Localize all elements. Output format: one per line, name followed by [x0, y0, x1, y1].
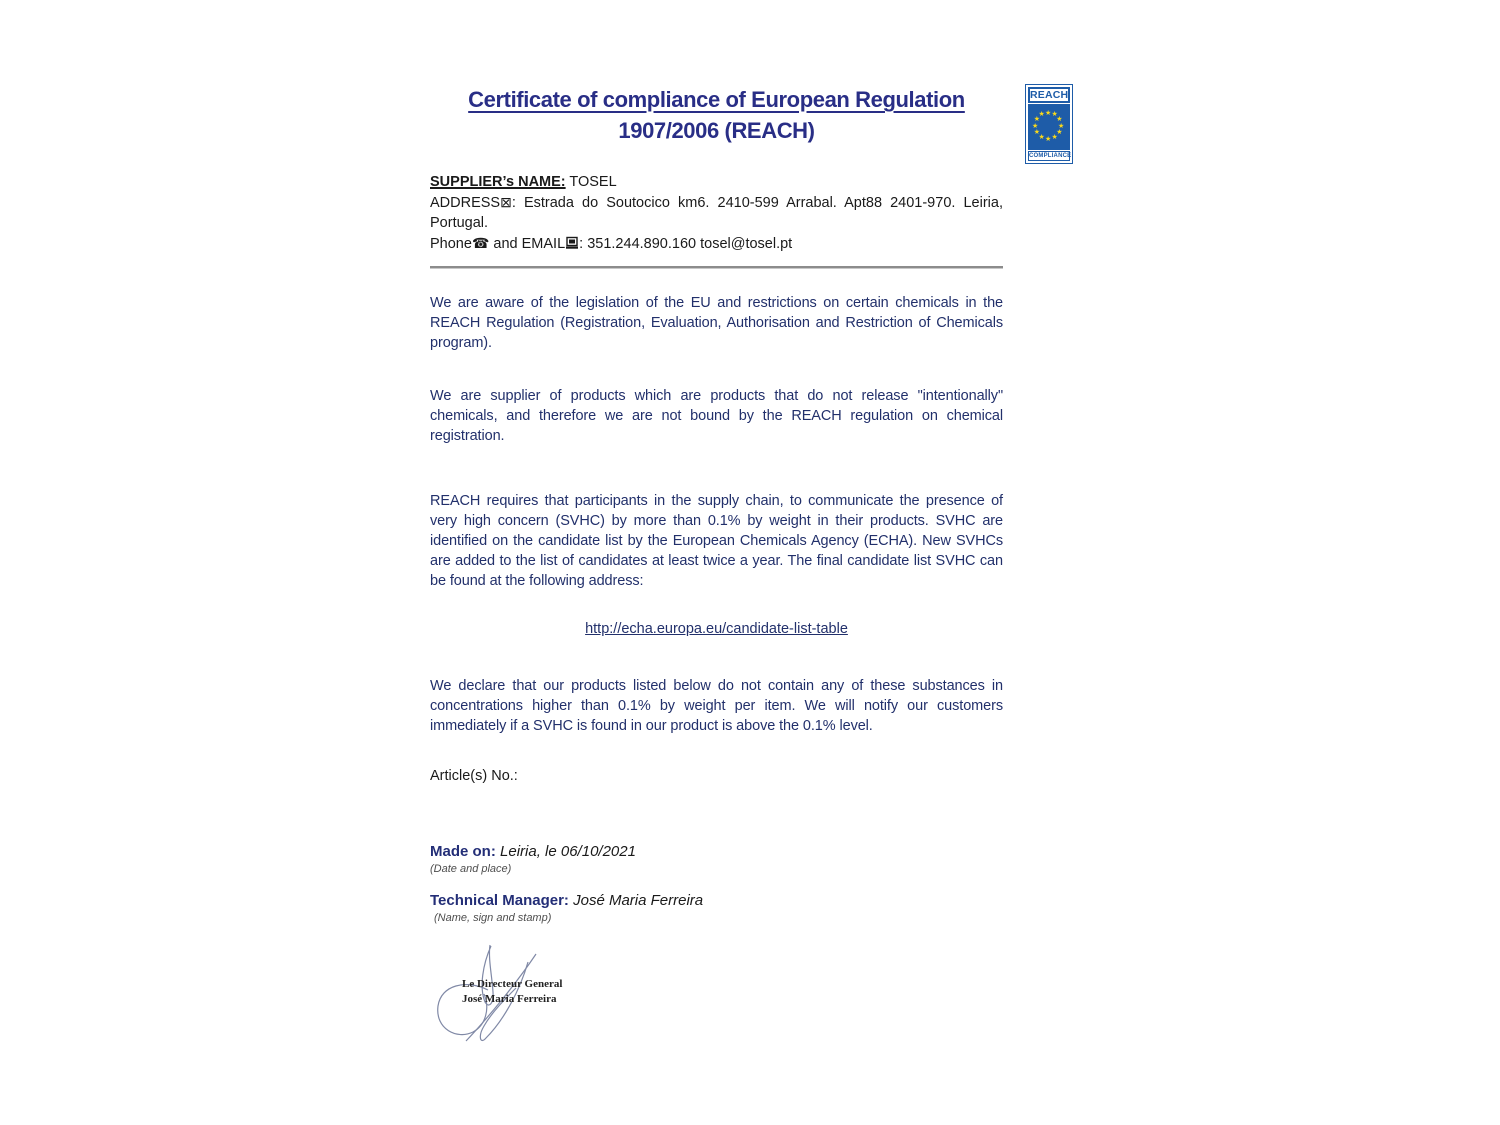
supplier-name-line — [430, 172, 1003, 192]
paragraph-declaration: We declare that our products listed below do not contain any of these substances in concentrations higher than 0.1% by weight per item. We will notify our customers immediately if a SVHC is found in our product is above the 0.1% level. — [430, 678, 1003, 734]
article-number-label: Article(s) No.: — [430, 768, 518, 784]
and-email-label: and EMAIL — [489, 236, 566, 252]
technical-manager-line — [430, 892, 1003, 909]
stamp-line2: José Maria Ferreira — [462, 993, 557, 1005]
candidate-list-link[interactable]: http://echa.europa.eu/candidate-list-table — [585, 621, 848, 637]
contact-value: : 351.244.890.160 tosel@tosel.pt — [579, 236, 793, 252]
computer-icon — [565, 236, 579, 252]
horizontal-divider — [430, 266, 1003, 269]
address-value: : Estrada do Soutocico km6. 2410-599 Arrabal. Apt88 2401-970. Leiria, Portugal. — [430, 195, 1003, 231]
made-on-caption: (Date and place) — [430, 863, 512, 875]
page-title-line2: 1907/2006 (REACH) — [618, 118, 815, 143]
supplier-block — [430, 172, 1003, 254]
stamp-line1: Le Directeur General — [462, 978, 563, 990]
reach-logo-label: REACH — [1030, 89, 1069, 101]
paragraph-awareness: We are aware of the legislation of the EU and restrictions on certain chemicals in the REACH Regulation (Registration, Evaluation, Authorisation and Restriction of Chemicals program). — [430, 295, 1003, 351]
stamp-text — [462, 977, 562, 1007]
made-on-block — [430, 843, 1003, 875]
candidate-list-link-line — [430, 620, 1003, 638]
page-title-line1: Certificate of compliance of European Regulation — [468, 87, 965, 112]
technical-manager-label: Technical Manager: — [430, 892, 569, 909]
paragraph-svhc-requirements: REACH requires that participants in the supply chain, to communicate the presence of very high concern (SVHC) by more than 0.1% by weight in their products. SVHC are identified on the candidate list by the European Chemicals Agency (ECHA). New SVHCs are added to the list of candidates at least twice a year. The final candidate list SVHC can be found at the following address: — [430, 493, 1003, 589]
supplier-name-label: SUPPLIER’s NAME: — [430, 174, 566, 190]
technical-manager-value: José Maria Ferreira — [568, 892, 704, 909]
phone-label: Phone — [430, 236, 472, 252]
made-on-line — [430, 843, 1003, 860]
made-on-label: Made on: — [430, 843, 496, 860]
made-on-value: Leiria, le 06/10/2021 — [495, 843, 636, 860]
technical-manager-caption: (Name, sign and stamp) — [434, 912, 552, 924]
supplier-address-line — [430, 192, 1003, 233]
envelope-icon: ⊠ — [500, 194, 512, 210]
phone-icon: ☎ — [471, 235, 490, 251]
address-label: ADDRESS — [430, 195, 501, 211]
supplier-contact-line — [430, 233, 1003, 254]
compliance-logo-label: COMPLIANCE — [1029, 153, 1072, 159]
paragraph-supplier-status: We are supplier of products which are products that do not release "intentionally" chemicals, and therefore we are not bound by the REACH regulation on chemical registration. — [430, 388, 1003, 444]
eu-stars: ★ ★ ★ ★ ★ ★ ★ ★ ★ ★ ★ ★ — [1028, 104, 1070, 150]
reach-compliance-logo — [1025, 84, 1073, 164]
supplier-name-value: TOSEL — [565, 174, 617, 190]
page-title — [430, 84, 1003, 146]
technical-manager-block — [430, 892, 1003, 924]
